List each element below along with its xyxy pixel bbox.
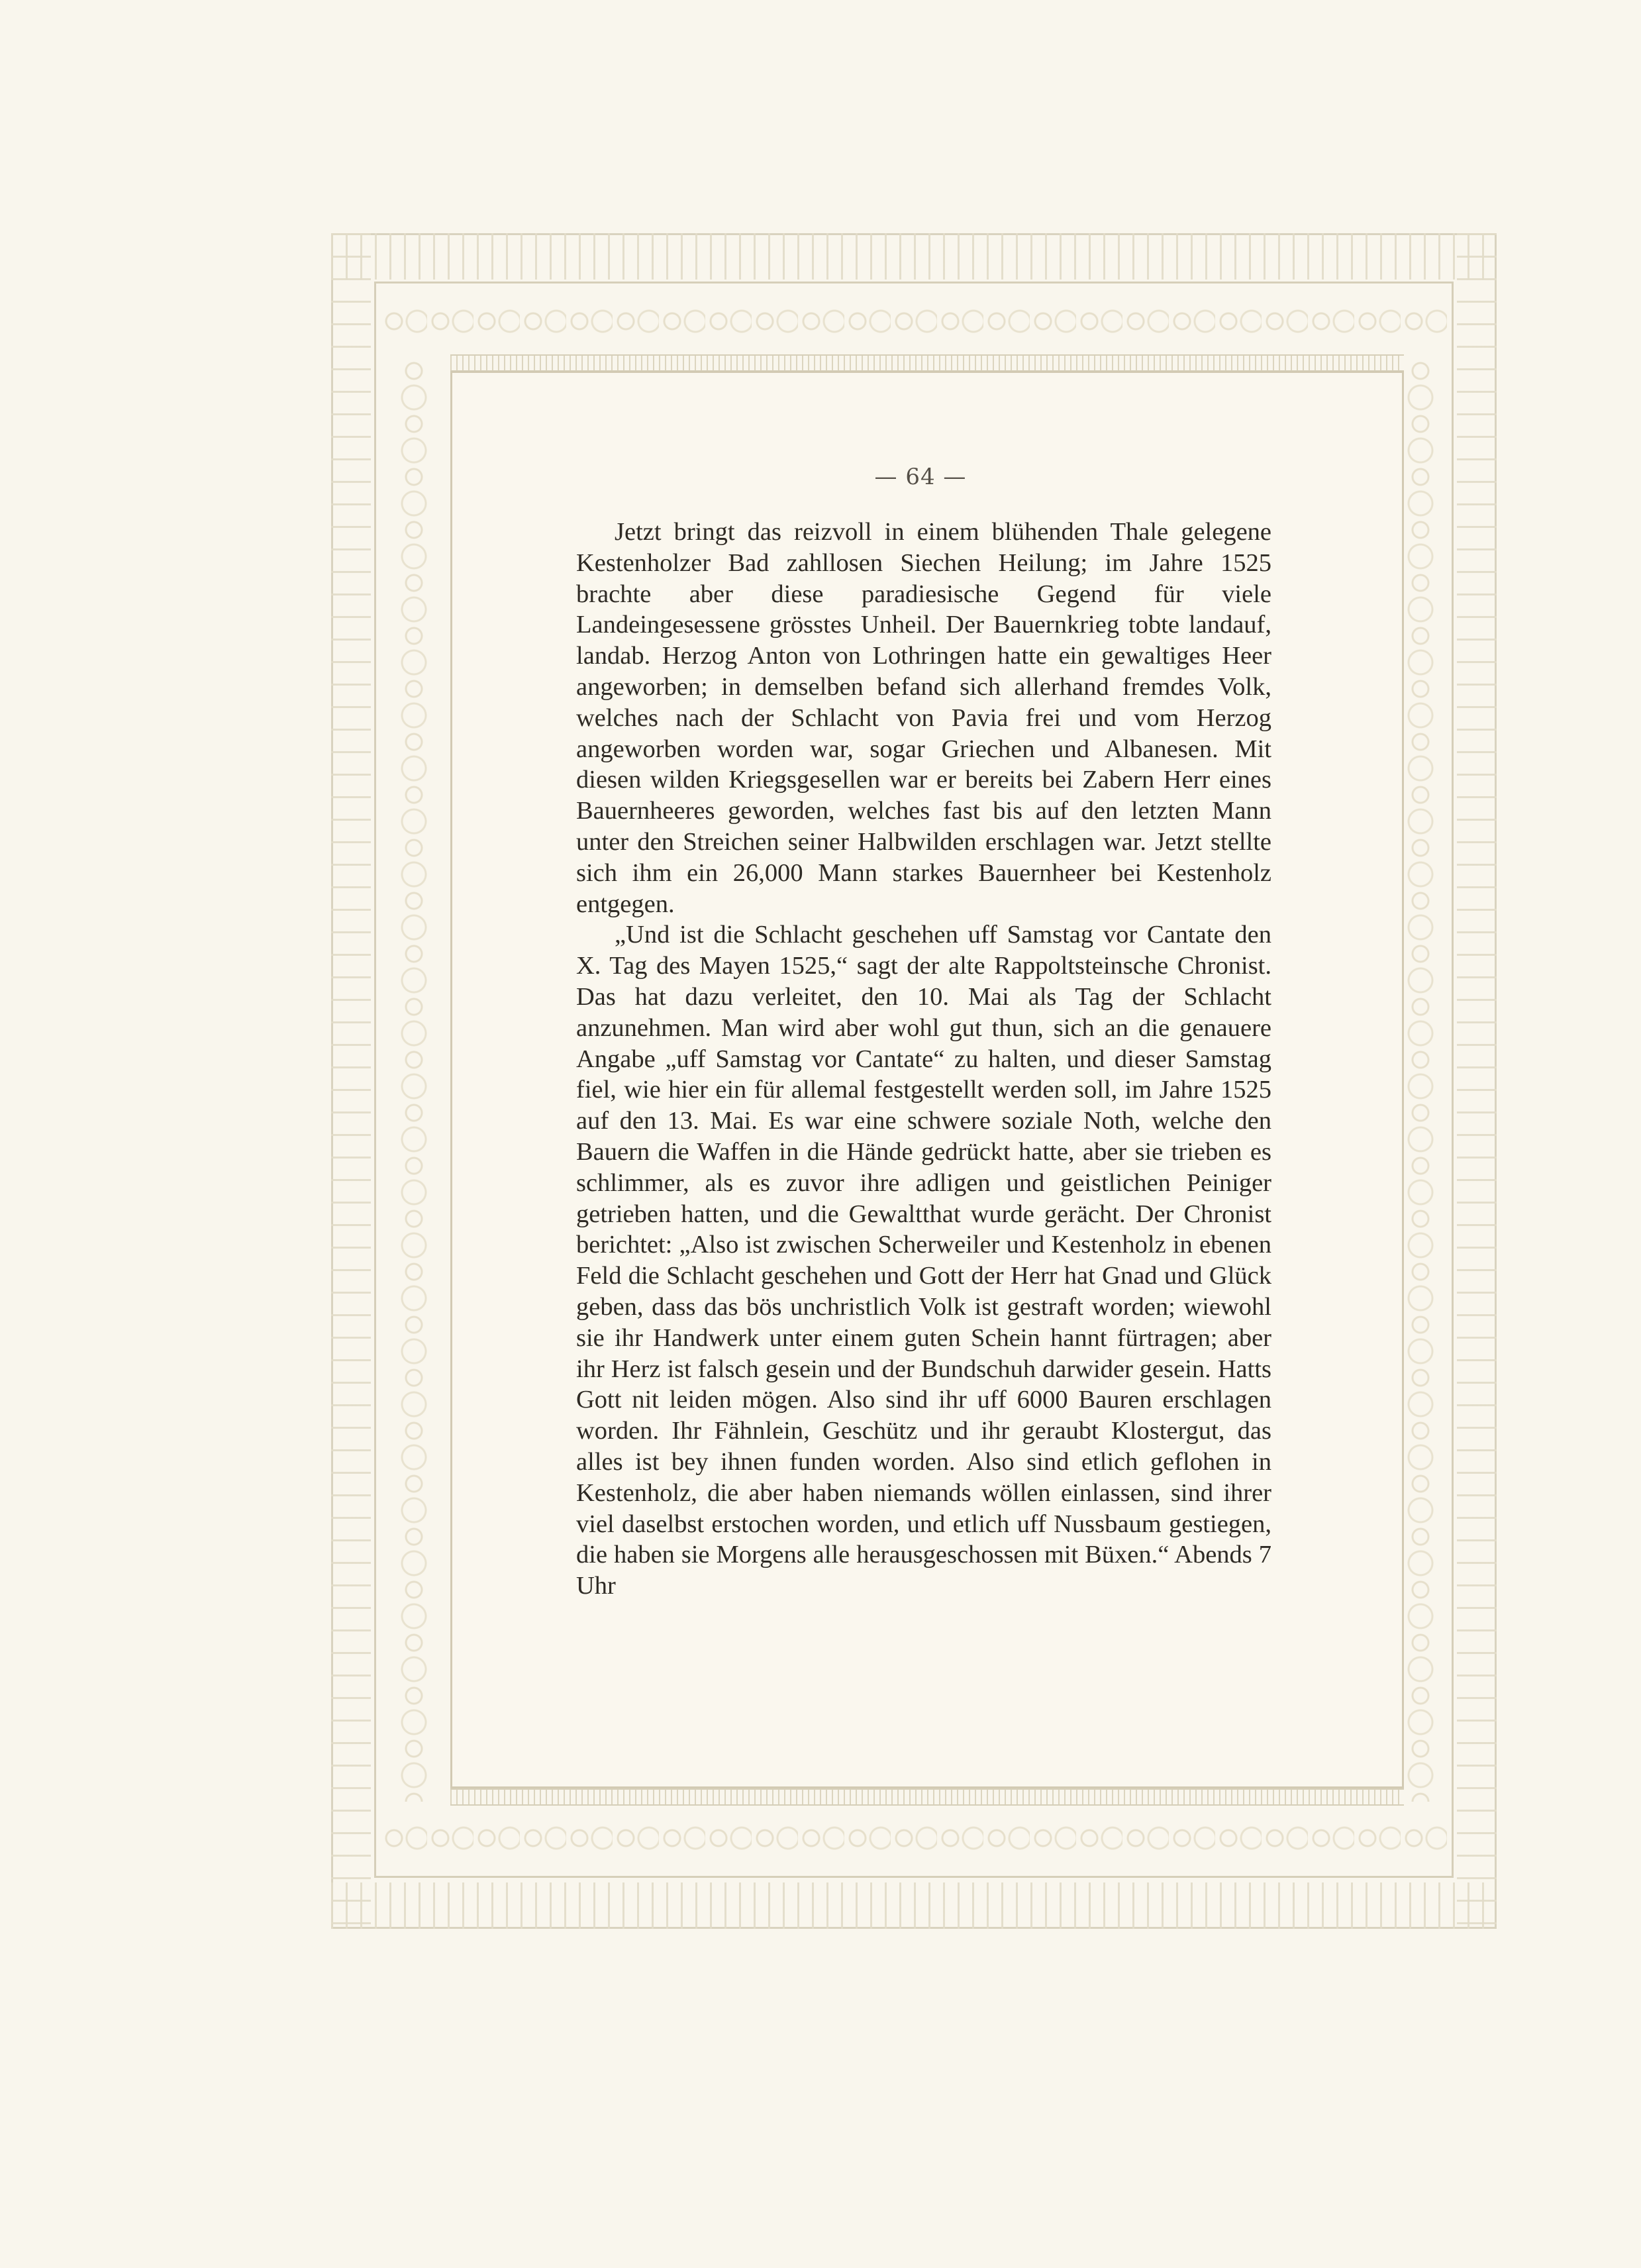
frame-fringe-bottom [331, 1882, 1497, 1929]
page-number: — 64 — [874, 464, 967, 490]
ornament-border-left [381, 358, 447, 1802]
frame-fringe-top [331, 233, 1497, 280]
ornament-border-top [381, 288, 1447, 354]
paragraph: „Und ist die Schlacht geschehen uff Samstag vor Cantate den X. Tag des Mayen 1525,“ sagt der alte Rappoltsteinsche Chronist. Das hat dazu verleitet, den 10. Mai als Tag der Schlacht anzunehmen. Man wird aber wohl gut thun, sich an die genauere Angabe „uff Samstag vor Cantate“ zu halten, und dieser Samstag fiel, wie hier ein für allemal festgestellt werden soll, im Jahre 1525 auf den 13. Mai. Es war eine schwere soziale Noth, welche den Bauern die Waffen in die Hände gedrückt hatte, aber sie trieben es schlimmer, als es zuvor ihre adligen und geistlichen Peiniger getrieben hatten, und die Gewaltthat wurde gerächt. Der Chronist berichtet: „Also ist zwischen Scherweiler und Kestenholz in ebenen Feld die Schlacht geschehen und Gott der Herr hat Gnad und Glück geben, dass das bös unchristlich Volk ist gestraft worden; wiewohl sie ihr Handwerk unter einem guten Schein hannt fürtragen; aber ihr Herz ist falsch gesein und der Bundschuh darwider gesein. Hatts Gott nit leiden mögen. Also sind ihr uff 6000 Bauren erschlagen worden. Ihr Fähnlein, Geschütz und ihr geraubt Klostergut, das alles ist bey ihnen funden worden. Also sind etlich geflohen in Kestenholz, die aber haben niemands wöllen einlassen, sind ihrer viel daselbst erstochen worden, und etlich uff Nussbaum gestiegen, die haben sie Morgens alle herausgeschossen mit Büxen.“ Abends 7 Uhr [576, 921, 1271, 1600]
frame-fringe-left [331, 233, 371, 1929]
ornament-border-bottom [381, 1805, 1447, 1871]
body-text [576, 517, 1271, 1602]
greek-key-band-bottom [450, 1788, 1404, 1806]
paragraph: Jetzt bringt das reizvoll in einem blühenden Thale gelegene Kestenholzer Bad zahllosen Siechen Heilung; im Jahre 1525 brachte aber diese paradiesische Gegend für viele Landeingesessene grösstes Unheil. Der Bauernkrieg tobte landauf, landab. Herzog Anton von Lothringen hatte ein gewaltiges Heer angeworben; in demselben befand sich allerhand fremdes Volk, welches nach der Schlacht von Pavia frei und vom Herzog angeworben worden war, sogar Griechen und Albanesen. Mit diesen wilden Kriegsgesellen war er bereits bei Zabern Herr eines Bauernheeres geworden, welches fast bis auf den letzten Mann unter den Streichen seiner Halbwilden erschlagen war. Jetzt stellte sich ihm ein 26,000 Mann starkes Bauernheer bei Kestenholz entgegen. [576, 518, 1271, 918]
greek-key-band-top [450, 354, 1404, 372]
frame-fringe-right [1457, 233, 1497, 1929]
